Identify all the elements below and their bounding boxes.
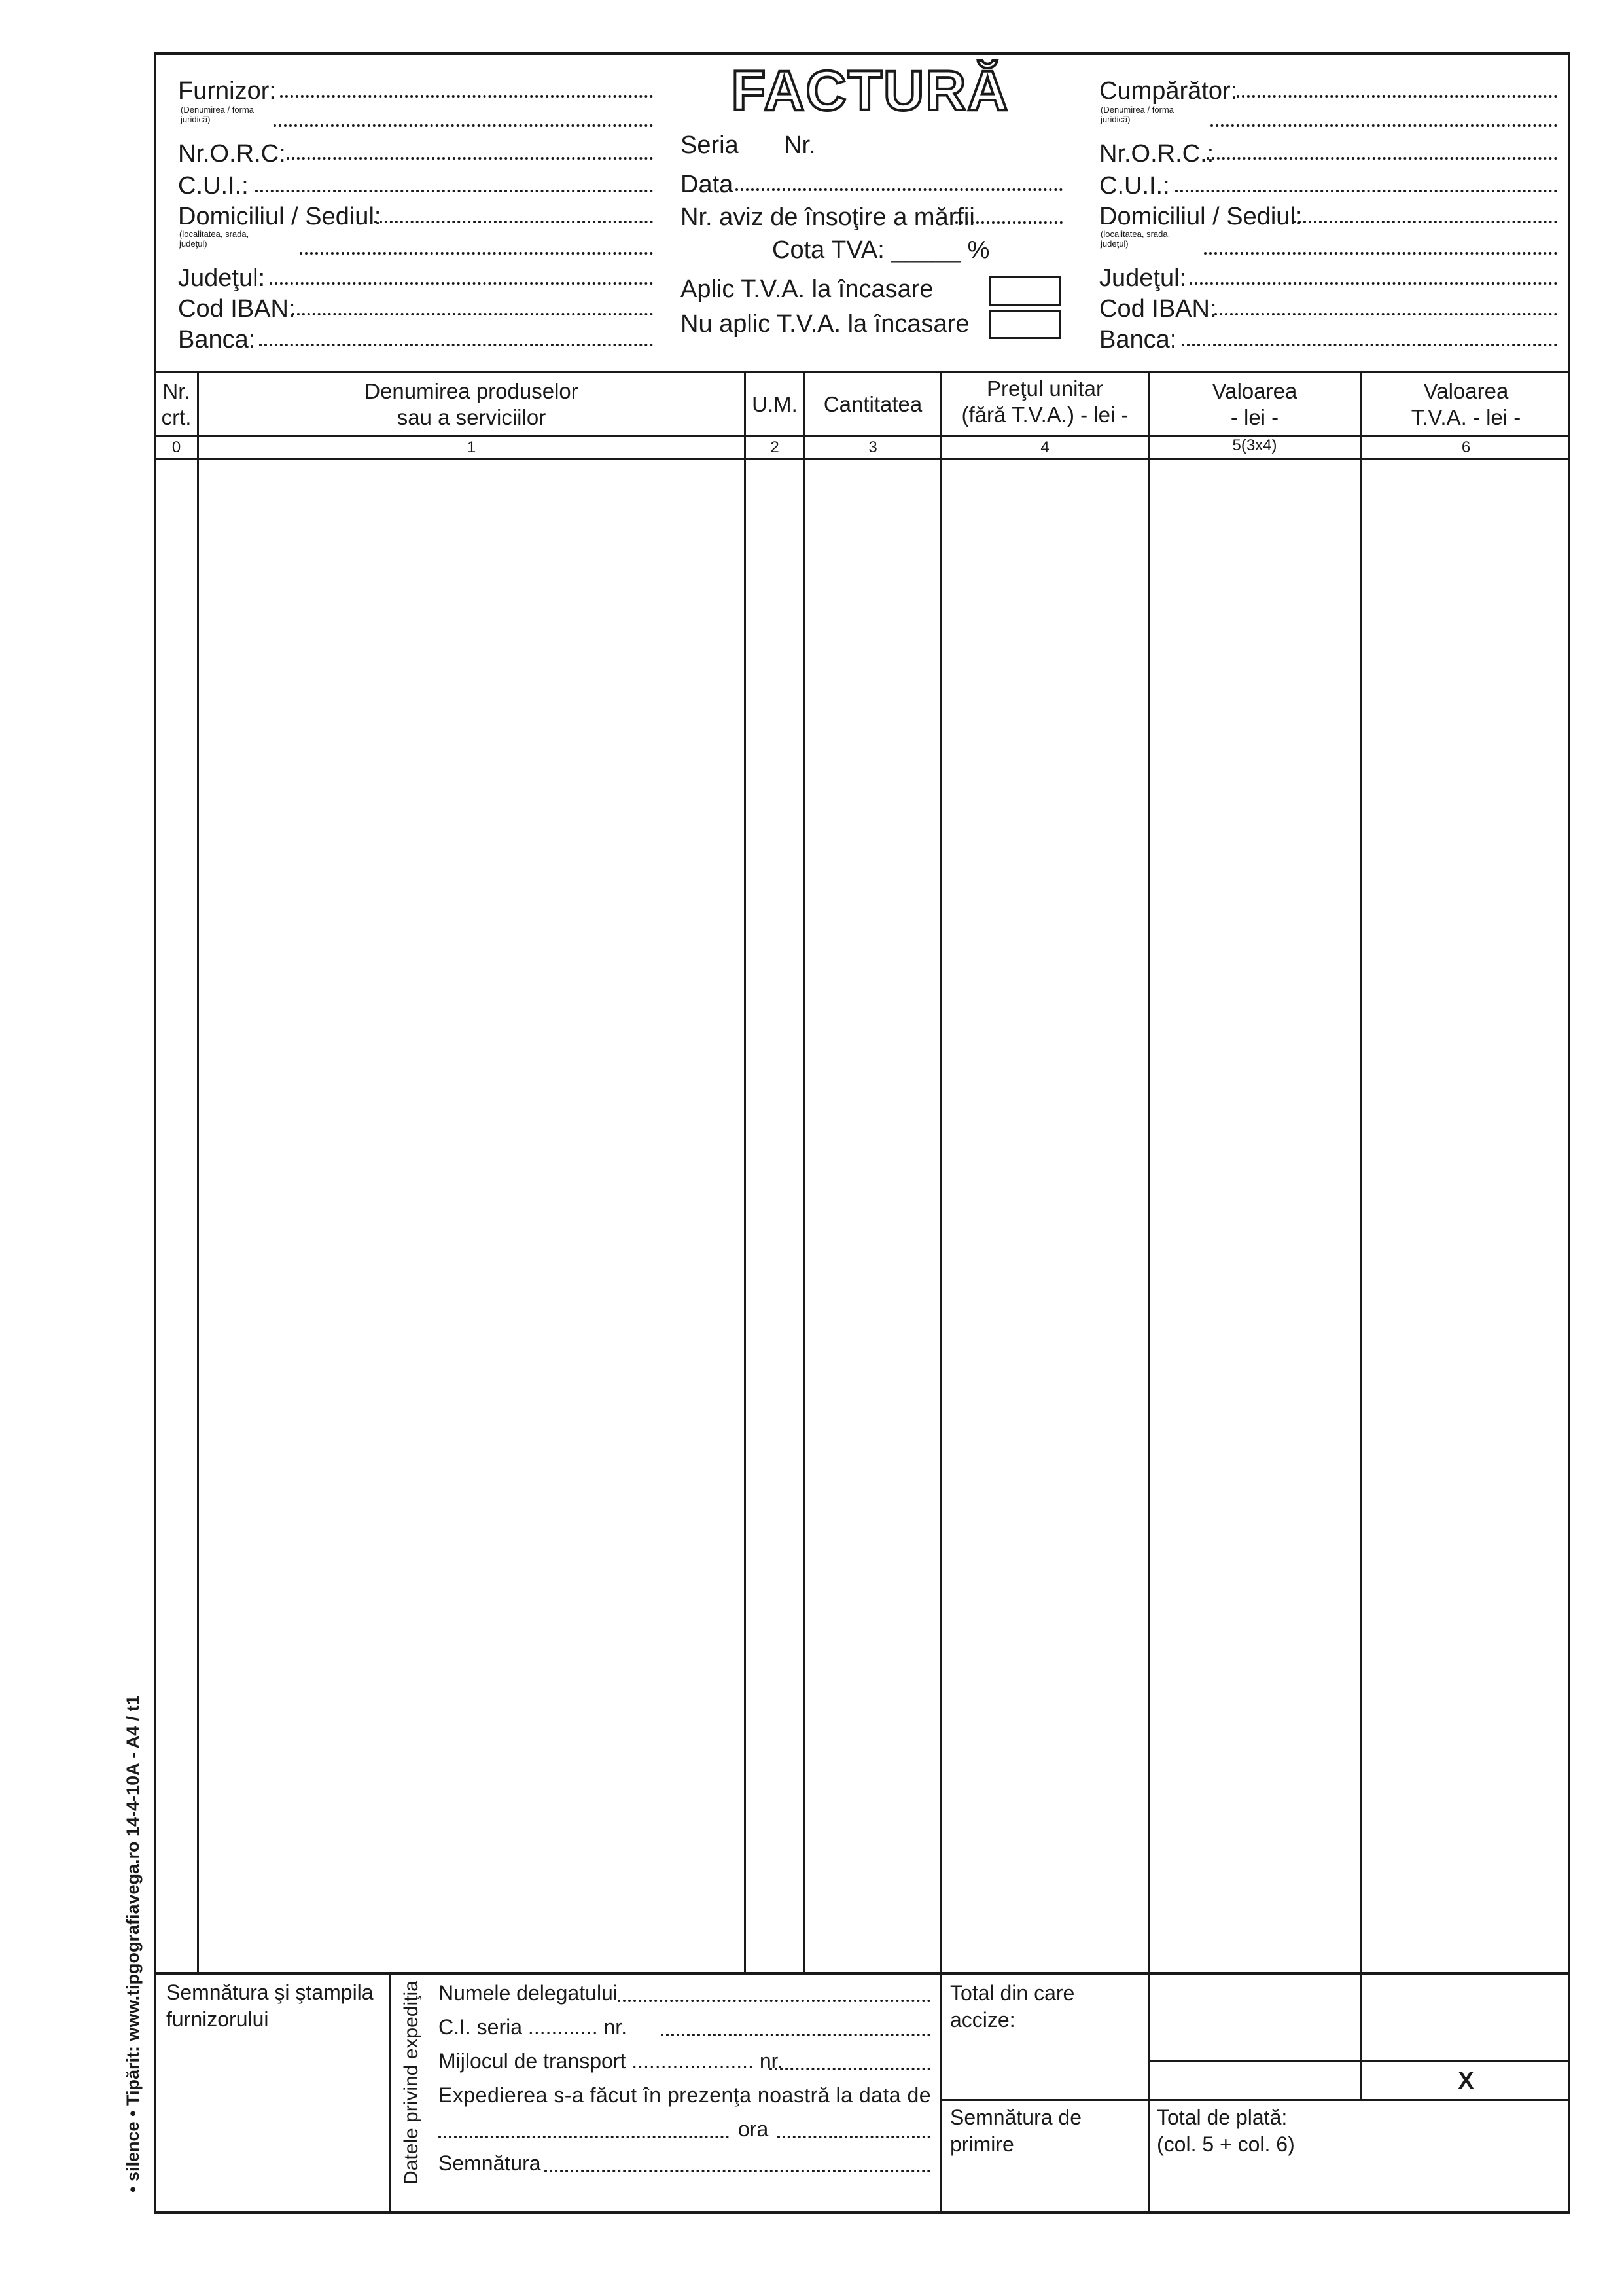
buyer-banca-label: Banca: — [1099, 326, 1177, 353]
accize-tva-x-mark: X — [1458, 2067, 1474, 2094]
printer-imprint: • silence • Tipărit: www.tipgografiavega.ro 14-4-10A - A4 / t1 — [123, 1695, 143, 2193]
buyer-sediu-note: (localitatea, srada, judeţul) — [1101, 229, 1171, 249]
delegat-label: Numele delegatului — [438, 1981, 618, 2005]
header-pret-line1: Preţul unitar — [987, 376, 1103, 401]
supplier-judet-field[interactable] — [270, 282, 653, 285]
supplier-signature-area[interactable] — [156, 2055, 389, 2212]
expediere-date-field[interactable] — [438, 2136, 729, 2138]
supplier-sediu-field-2[interactable] — [300, 252, 653, 255]
supplier-cui-field[interactable] — [255, 190, 653, 192]
data-label: Data — [680, 171, 733, 198]
supplier-orc-label: Nr.O.R.C: — [178, 140, 286, 168]
buyer-iban-label: Cod IBAN: — [1099, 295, 1217, 323]
expedierea-label: Expedierea s-a făcut în prezenţa noastră la data de — [438, 2083, 932, 2107]
total-tva-cell[interactable] — [1362, 1975, 1570, 2060]
buyer-sediu-label: Domiciliul / Sediul: — [1099, 203, 1303, 230]
header-tva-line2: T.V.A. - lei - — [1411, 405, 1521, 429]
nr-label: Nr. — [784, 132, 816, 159]
semnatura-primire-text: Semnătura de primire — [950, 2106, 1082, 2156]
supplier-signature-text: Semnătura şi ştampila furnizorului — [166, 1981, 374, 2031]
supplier-orc-field[interactable] — [287, 157, 653, 160]
aviz-label: Nr. aviz de însoţire a mărfii — [680, 204, 975, 231]
supplier-iban-label: Cod IBAN: — [178, 295, 296, 323]
buyer-judet-field[interactable] — [1190, 282, 1557, 285]
cumparator-field[interactable] — [1237, 95, 1557, 98]
supplier-iban-field[interactable] — [292, 313, 653, 315]
ora-label: ora — [738, 2117, 769, 2141]
expeditie-semnatura-label: Semnătura — [438, 2151, 541, 2175]
header-denumire-line1: Denumirea produselor — [364, 379, 578, 403]
data-field[interactable] — [735, 188, 1063, 191]
col-number-3: 3 — [868, 439, 877, 456]
aplic-tva-label: Aplic T.V.A. la încasare — [680, 276, 934, 303]
footer-divider-h2 — [942, 2099, 1570, 2101]
line-items-area[interactable] — [156, 460, 1570, 1972]
supplier-cui-label: C.U.I.: — [178, 172, 249, 200]
header-valoarea-line2: - lei - — [1230, 405, 1279, 429]
buyer-cui-label: C.U.I.: — [1099, 172, 1170, 200]
supplier-banca-field[interactable] — [259, 344, 653, 346]
invoice-title — [720, 58, 1021, 123]
furnizor-field-2[interactable] — [274, 124, 653, 127]
buyer-judet-label: Judeţul: — [1099, 264, 1187, 292]
supplier-banca-label: Banca: — [178, 326, 256, 353]
header-um — [746, 391, 803, 418]
header-nr-line2: crt. — [161, 405, 192, 429]
furnizor-note: (Denumirea / forma juridică) — [181, 105, 254, 124]
header-cantitate-line1: Cantitatea — [823, 392, 923, 416]
col-number-1: 1 — [467, 439, 476, 456]
header-valoarea — [1150, 378, 1360, 431]
expeditie-vertical-label: Datele privind expediţia — [400, 1981, 422, 2185]
col-number-5: 5(3x4) — [1232, 437, 1277, 454]
nu-aplic-tva-label: Nu aplic T.V.A. la încasare — [680, 310, 970, 338]
ora-field[interactable] — [777, 2136, 930, 2138]
buyer-banca-field[interactable] — [1182, 344, 1557, 346]
buyer-sediu-field[interactable] — [1293, 221, 1557, 223]
header-valoarea-tva — [1362, 378, 1570, 431]
footer-divider-signature — [389, 1975, 391, 2214]
buyer-sediu-field-2[interactable] — [1204, 252, 1557, 255]
header-pret-unitar — [942, 376, 1148, 428]
ci-field[interactable] — [661, 2034, 930, 2036]
expeditie-semnatura-field[interactable] — [544, 2170, 930, 2172]
total-value-cell[interactable] — [1150, 1975, 1360, 2060]
transport-label: Mijlocul de transport ..................... nr. — [438, 2049, 783, 2073]
col-number-0: 0 — [171, 439, 181, 456]
header-tva-line1: Valoarea — [1423, 379, 1509, 403]
supplier-sediu-note: (localitatea, srada, judeţul) — [179, 229, 249, 249]
buyer-cui-field[interactable] — [1175, 190, 1557, 192]
header-cantitate — [805, 391, 940, 418]
delegat-field[interactable] — [618, 2000, 930, 2002]
col-number-6: 6 — [1461, 439, 1471, 456]
header-um-line1: U.M. — [752, 392, 798, 416]
buyer-orc-label: Nr.O.R.C.: — [1099, 140, 1214, 168]
total-plata-note: (col. 5 + col. 6) — [1157, 2132, 1295, 2156]
header-bottom-rule — [154, 371, 1570, 373]
accize-value-cell[interactable] — [1150, 2062, 1360, 2099]
aplic-tva-checkbox[interactable] — [989, 276, 1061, 306]
ci-label: C.I. seria ............ nr. — [438, 2015, 627, 2039]
header-nr-crt — [156, 378, 197, 431]
furnizor-field[interactable] — [280, 95, 653, 98]
supplier-sediu-label: Domiciliul / Sediul: — [178, 203, 381, 230]
cota-tva-label: Cota TVA: _____ % — [772, 236, 990, 264]
total-plata-label: Total de plată: — [1157, 2106, 1288, 2129]
nu-aplic-tva-checkbox[interactable] — [989, 310, 1061, 339]
supplier-sediu-field[interactable] — [374, 221, 653, 223]
header-valoarea-line1: Valoarea — [1212, 379, 1297, 403]
buyer-iban-field[interactable] — [1214, 313, 1557, 315]
cumparator-field-2[interactable] — [1210, 124, 1557, 127]
total-accize-text: Total din care accize: — [950, 1981, 1075, 2032]
transport-field[interactable] — [769, 2068, 930, 2070]
header-nr-line1: Nr. — [162, 379, 190, 403]
cumparator-label: Cumpărător: — [1099, 77, 1238, 105]
supplier-judet-label: Judeţul: — [178, 264, 266, 292]
col-number-2: 2 — [770, 439, 779, 456]
header-denumire — [199, 378, 744, 431]
aviz-field[interactable] — [955, 221, 1063, 224]
header-pret-line2: (fără T.V.A.) - lei - — [961, 403, 1129, 427]
supplier-signature-label — [166, 1979, 376, 2033]
header-denumire-line2: sau a serviciilor — [397, 405, 546, 429]
invoice-title-text: FACTURĂ — [731, 60, 1010, 122]
seria-label: Seria — [680, 132, 739, 159]
buyer-orc-field[interactable] — [1207, 157, 1557, 160]
cumparator-note: (Denumirea / forma juridică) — [1101, 105, 1174, 124]
furnizor-label: Furnizor: — [178, 77, 276, 105]
col-number-4: 4 — [1040, 439, 1050, 456]
total-accize-label — [950, 1980, 1127, 2034]
semnatura-primire-label — [950, 2104, 1127, 2158]
